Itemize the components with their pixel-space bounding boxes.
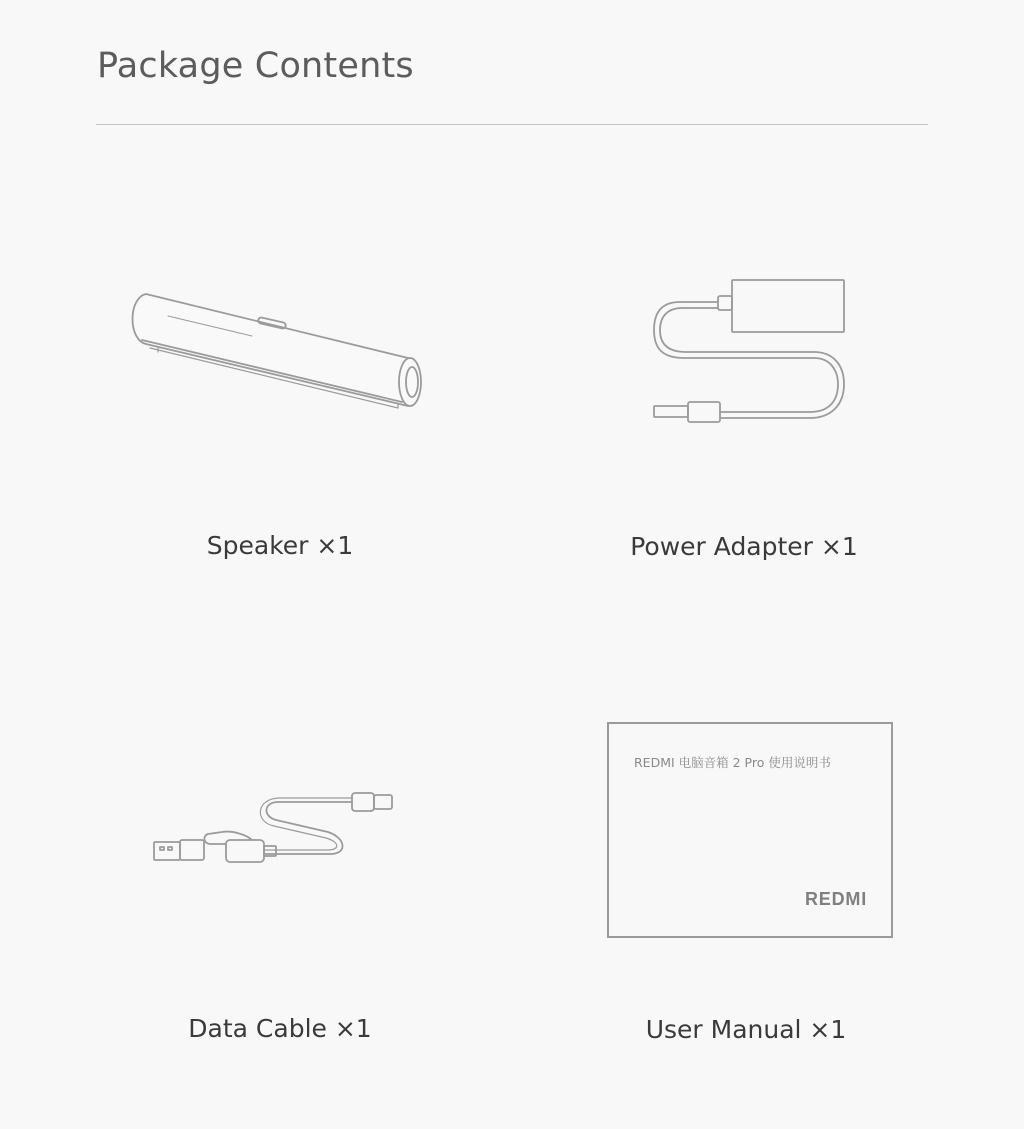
data-cable-illustration (152, 792, 396, 872)
user-manual-illustration (607, 722, 893, 938)
page-title: Package Contents (97, 46, 414, 86)
manual-cover-title: REDMI 电脑音箱 2 Pro 使用说明书 (634, 755, 831, 770)
item-label-speaker: Speaker ×1 (206, 531, 354, 560)
item-label-data-cable: Data Cable ×1 (188, 1014, 372, 1043)
manual-brand-logo: REDMI (805, 889, 867, 909)
title-divider (96, 124, 928, 125)
speaker-illustration (128, 290, 428, 410)
item-label-user-manual: User Manual ×1 (645, 1015, 847, 1044)
item-label-power-adapter: Power Adapter ×1 (630, 532, 858, 561)
power-adapter-illustration (650, 278, 850, 420)
